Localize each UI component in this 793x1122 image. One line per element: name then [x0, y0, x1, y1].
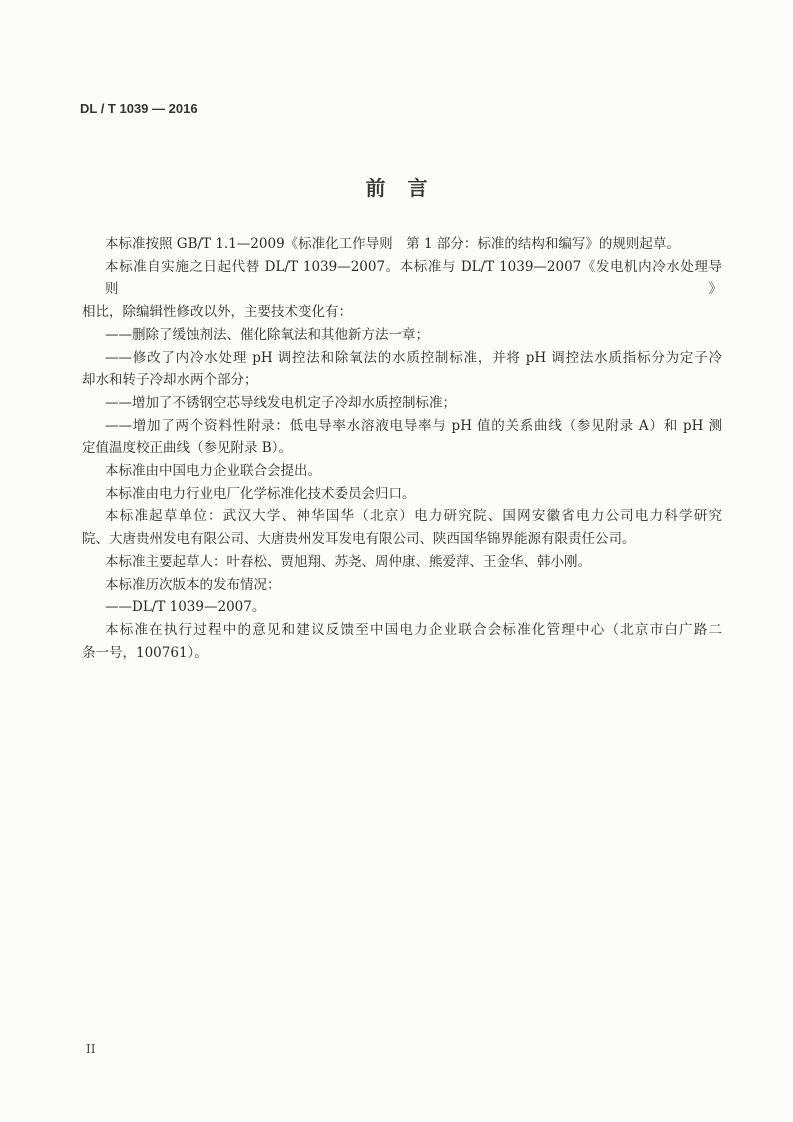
paragraph: [82, 505, 722, 550]
paragraph-line: ——增加了不锈钢空芯导线发电机定子冷却水质控制标准；: [105, 394, 456, 411]
paragraph-line: 相比，除编辑性修改以外，主要技术变化有：: [82, 304, 352, 321]
document-code-header: DL / T 1039 — 2016: [80, 101, 198, 116]
paragraph-line: 定值温度校正曲线（参见附录 B）。: [82, 440, 292, 457]
paragraph-line: 条一号，100761）。: [82, 644, 208, 661]
paragraph-line: ——增加了两个资料性附录：低电导率水溶液电导率与 pH 值的关系曲线（参见附录 A）和 pH 测: [105, 417, 722, 434]
paragraph-line: 院、大唐贵州发电有限公司、大唐贵州发耳发电有限公司、陕西国华锦界能源有限责任公司。: [82, 531, 636, 548]
paragraph-line: 本标准由中国电力企业联合会提出。: [105, 463, 321, 480]
foreword-body: [82, 233, 722, 664]
paragraph-line: 本标准在执行过程中的意见和建议反馈至中国电力企业联合会标准化管理中心（北京市白广路二: [105, 621, 722, 638]
paragraph: [82, 324, 722, 347]
page-title: 前言: [365, 176, 450, 200]
paragraph: [82, 551, 722, 574]
paragraph: [82, 483, 722, 506]
paragraph-line: ——删除了缓蚀剂法、催化除氧法和其他新方法一章；: [105, 326, 429, 343]
paragraph-line: 本标准主要起草人：叶春松、贾旭翔、苏尧、周仲康、熊爱萍、王金华、韩小刚。: [105, 553, 591, 570]
paragraph-line: 却水和转子冷却水两个部分；: [82, 372, 258, 389]
page-number: II: [86, 1042, 96, 1056]
paragraph: [82, 619, 722, 664]
paragraph: [82, 256, 722, 324]
paragraph-line: ——修改了内冷水处理 pH 调控法和除氧法的水质控制标准，并将 pH 调控法水质指标分为定子冷: [105, 349, 722, 366]
paragraph: [82, 347, 722, 392]
paragraph: [82, 233, 722, 256]
paragraph-line: ——DL/T 1039—2007。: [105, 599, 266, 616]
paragraph: [82, 415, 722, 460]
paragraph-line: 本标准历次版本的发布情况：: [105, 576, 281, 593]
paragraph-line: 本标准由电力行业电厂化学标准化技术委员会归口。: [105, 485, 416, 502]
paragraph-line: 本标准起草单位：武汉大学、神华国华（北京）电力研究院、国网安徽省电力公司电力科学研究: [105, 508, 722, 525]
paragraph: [82, 574, 722, 597]
paragraph-line: 本标准按照 GB/T 1.1—2009《标准化工作导则 第 1 部分：标准的结构和编写》的规则起草。: [105, 236, 680, 252]
paragraph: [82, 392, 722, 415]
paragraph: [82, 596, 722, 619]
paragraph-line: 本标准自实施之日起代替 DL/T 1039—2007。本标准与 DL/T 1039—2007《发电机内冷水处理导则》: [105, 258, 722, 298]
paragraph: [82, 460, 722, 483]
